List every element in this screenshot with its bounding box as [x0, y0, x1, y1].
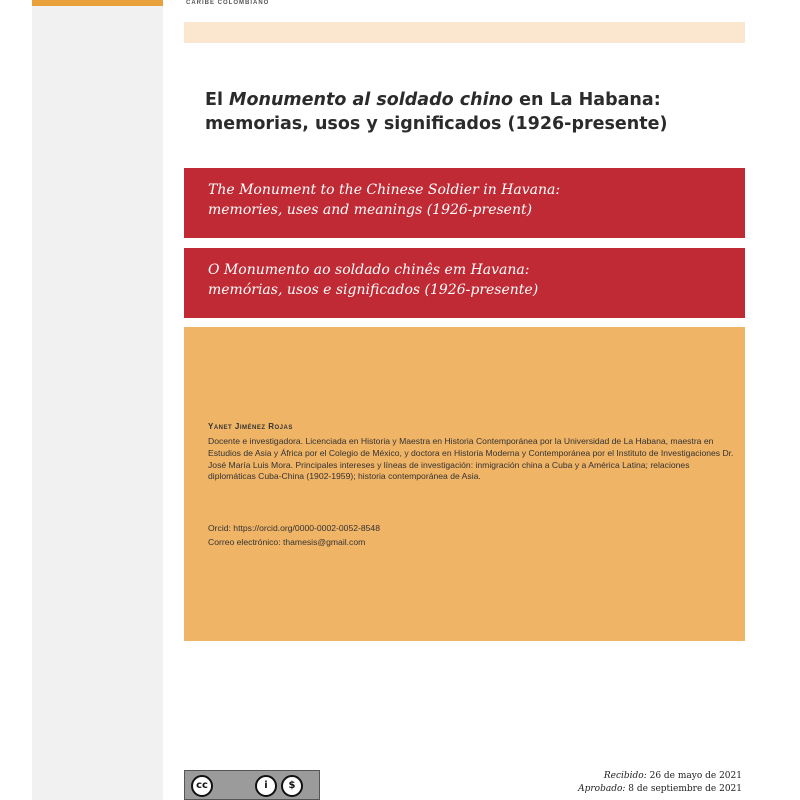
portuguese-title-line-1: O Monumento ao soldado chinês em Havana: — [208, 262, 530, 278]
received-label: Recibido: — [603, 771, 647, 781]
sidebar-accent-bar — [32, 0, 163, 6]
title-italic: Monumento al soldado chino — [229, 90, 514, 110]
journal-tag: CARIBE COLOMBIANO — [186, 0, 270, 6]
author-orcid[interactable]: Orcid: https://orcid.org/0000-0002-0052-8548 — [208, 523, 380, 533]
cc-license-badge[interactable] — [184, 770, 320, 800]
approved-line — [578, 783, 742, 796]
cc-icon: cc — [191, 775, 213, 797]
author-bio: Docente e investigadora. Licenciada en Historia y Maestra en Historia Contemporánea por la Universidad de La Habana, maestra en Estudios de Asia y África por el Colegio de México, y doctora en Historia Moderna y Contemporánea por el Instituto de Investigaciones Dr. José María Luis Mora. Principales intereses y líneas de investigación: inmigración china a Cuba y a América Latina; relaciones diplomáticas Cuba-China (1902-1959); historia contemporánea de Asia. — [208, 436, 734, 482]
by-icon: i — [255, 775, 277, 797]
sidebar-panel — [32, 0, 163, 800]
author-box — [184, 327, 745, 641]
title-line-2: memorias, usos y significados (1926-presente) — [205, 114, 668, 134]
received-date: 26 de mayo de 2021 — [649, 771, 742, 781]
top-band — [184, 22, 745, 43]
portuguese-title-line-2: memórias, usos e significados (1926-presente) — [208, 282, 539, 298]
article-title — [205, 88, 667, 136]
author-name: Yanet Jiménez Rojas — [208, 422, 293, 431]
received-line — [578, 770, 742, 783]
english-title-box — [184, 168, 745, 238]
title-pre: El — [205, 90, 230, 110]
portuguese-title-box — [184, 248, 745, 318]
nc-icon: $ — [281, 775, 303, 797]
english-title-line-2: memories, uses and meanings (1926-present) — [208, 202, 533, 218]
approved-date: 8 de septiembre de 2021 — [628, 784, 742, 794]
author-email[interactable]: Correo electrónico: thamesis@gmail.com — [208, 537, 366, 547]
approved-label: Aprobado: — [578, 784, 626, 794]
english-title-line-1: The Monument to the Chinese Soldier in Havana: — [208, 182, 561, 198]
title-post: en La Habana: — [513, 90, 661, 110]
submission-dates — [578, 770, 742, 796]
